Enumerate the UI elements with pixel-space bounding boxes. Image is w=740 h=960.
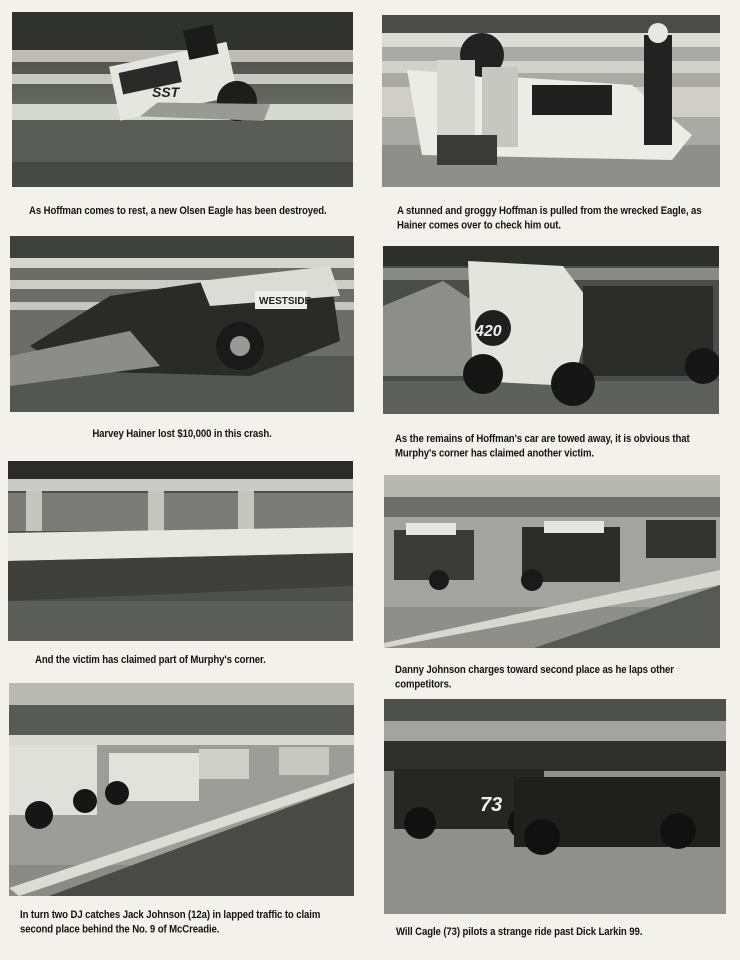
photo-hainer-crash <box>10 236 354 412</box>
photo-driver-pulled-from-wreck <box>382 15 720 187</box>
caption-8: Will Cagle (73) pilots a strange ride past Dick Larkin 99. <box>396 926 643 939</box>
photo-olsen-eagle-crash <box>12 12 353 187</box>
photo-danny-johnson-charges <box>384 475 720 648</box>
caption-1: As Hoffman comes to rest, a new Olsen Eagle has been destroyed. <box>29 205 327 218</box>
caption-7: In turn two DJ catches Jack Johnson (12a) in lapped traffic to claim second place behind the No. 9 of McCreadie. <box>20 909 321 936</box>
photo-car-towed-away <box>383 246 719 414</box>
car-number: 73 <box>480 794 503 816</box>
photo-turn-two <box>9 683 354 896</box>
car-number: 420 <box>475 323 502 340</box>
caption-5: And the victim has claimed part of Murphy's corner. <box>35 654 266 667</box>
caption-4: As the remains of Hoffman's car are towed away, it is obvious that Murphy's corner has claimed another victim. <box>395 433 690 460</box>
caption-2: A stunned and groggy Hoffman is pulled from the wrecked Eagle, as Hainer comes over to check him out. <box>397 205 702 232</box>
caption-3: Harvey Hainer lost $10,000 in this crash. <box>92 428 272 441</box>
sponsor-lettering: WESTSIDE <box>259 296 312 307</box>
car-lettering: SST <box>152 84 180 100</box>
photo-cagle-and-larkin <box>384 699 726 914</box>
photo-murphys-corner <box>8 461 353 641</box>
caption-6: Danny Johnson charges toward second place as he laps other competitors. <box>395 664 674 691</box>
